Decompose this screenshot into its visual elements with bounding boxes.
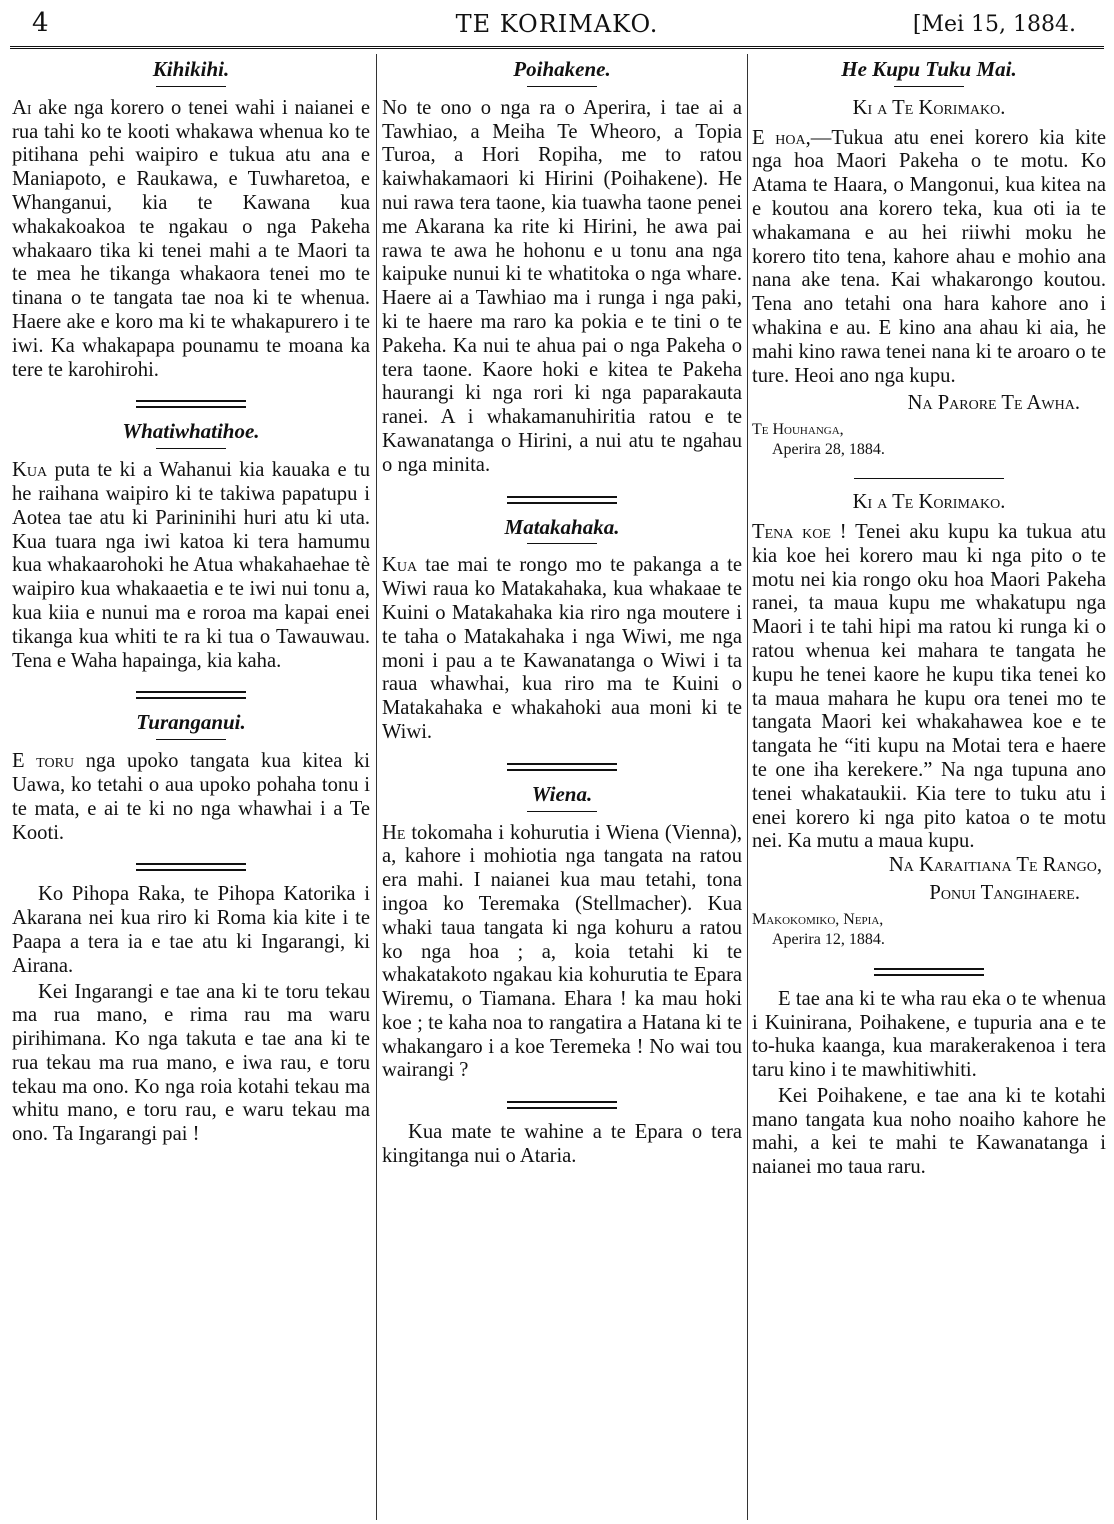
section-separator xyxy=(507,1101,617,1109)
letter-2 xyxy=(752,521,1106,854)
article-heading-turanganui: Turanganui. xyxy=(136,710,246,735)
article-poihakene-unemployed: Kei Poihakene, e tae ana ki te kotahi mano tangata kua noho noaiho kahore he mahi, a kei te mahi te Kawanatanga i naianei mo taua raru. xyxy=(752,1084,1106,1179)
newspaper-title: TE KORIMAKO. xyxy=(455,10,659,38)
article-body: tokomaha i kohurutia i Wiena (Vienna), a, kahore i mohiotia nga tangata na ratou era mahi. I naianei kua mau tetahi, tona ingoa ko Teremaka (Stellmacher). Kua whaki taua tangata ki nga kohuru a ratou ko nga hoa ; a, koia tetahi ki te whakatakoto ngakau kia kohurutia te Epara Wiremu, o Tiamana. Ehara ! ka mau hoki koe ; te kaha noa to rangatira a Hatana ki te whakangaro i a koe Teremeka ! No wai tou wairangi ? xyxy=(382,821,742,1082)
article-heading-whatiwhatihoe: Whatiwhatihoe. xyxy=(122,419,260,444)
letter-place: Makokomiko, Nepia, xyxy=(752,910,884,928)
heading-underline xyxy=(156,448,226,449)
heading-underline xyxy=(156,86,226,87)
letter-address: Ki a Te Korimako. xyxy=(852,491,1006,514)
heading-underline xyxy=(156,739,226,740)
lead-word: He xyxy=(382,821,406,844)
letter-signature: Na Karaitiana Te Rango, xyxy=(888,854,1102,877)
heading-underline xyxy=(894,86,964,87)
letter-date: Aperira 28, 1884. xyxy=(772,441,885,459)
masthead xyxy=(10,4,1104,49)
column-1 xyxy=(12,54,370,1518)
article-ingarangi: Kei Ingarangi e tae ana ki te toru tekau ma rua mano, e rima rau ma waru pirihimana. Ko nga takuta e tae ana ki te rua tekau ma rua mano, e iwa rau, e toru tekau ma ono. Ko nga roia kotahi tekau ma whitu mano, e toru rau, e waru tekau ma ono. Ta Ingarangi pai ! xyxy=(12,980,370,1146)
section-separator xyxy=(507,763,617,771)
lead-word: Kua xyxy=(382,554,418,577)
letter-address: Ki a Te Korimako. xyxy=(852,96,1006,119)
issue-date: [Mei 15, 1884. xyxy=(912,12,1076,37)
heading-underline xyxy=(527,543,597,544)
column-rule-2 xyxy=(747,54,748,1520)
section-separator xyxy=(874,968,984,976)
letter-signature: Ponui Tangihaere. xyxy=(929,881,1080,904)
lead-word: Tena koe ! xyxy=(752,520,847,543)
letter-place-date xyxy=(752,910,1106,950)
page-number: 4 xyxy=(32,8,49,38)
article-body: ake nga korero o tenei wahi i naianei e rua tahi ko te kooti whakawa whenua ko te pitihana pehi waipiro e tukua atu ana e Maniapoto, e Raukawa, e Tuwharetoa, e Whanganui, kia te Kawana kua whakakoakoa te ngakau o nga Pakeha whakaaro tika ki tenei mahi a te Maori ta te mea he tikanga whakaora tenei mo te tinana o te tangata tae noa ki te whenua. Haere ake e koro ma ki te whakapurero i te iwi. Ka whakapapa pounamu te moana ka tere te karohirohi. xyxy=(12,96,370,381)
article-kuinirana: E tae ana ki te wha rau eka o te whenua i Kuinirana, Poihakene, e tupuria ana e te to-huka kaanga, kua marakerakenoa i tera taru kino i te mawhitiwhiti. xyxy=(752,987,1106,1082)
section-heading-letters: He Kupu Tuku Mai. xyxy=(841,57,1017,81)
article-poihakene: No te ono o nga ra o Aperira, i tae ai a Tawhiao, a Meiha Te Wheoro, a Topia Turoa, a Hori Ropiha, me to ratou kaiwhakamaori ki Hirini (Poihakene). He nui rawa tera taone, kia tuawha taone penei me Akarana ka rite ki Hirini, he awa pai rawa te awa he hohonu e u tonu ana nga kaipuke nunui ki te whatitoka o nga whare. Haere ai a Tawhiao ma i runga i nga paki, ki te haere ma raro ka pokia e te tini o te Pakeha. Ka nui te ahua pai o nga Pakeha o tera taone. Kaore hoki e kitea te Pakeha haurangi ki nga rori ki nga paparakauta ranei. A i whakamanuhiritia ratou e te Kawanatanga o Hirini, a nui atu te ngahau o nga minita. xyxy=(382,96,742,476)
article-whatiwhatihoe xyxy=(12,459,370,673)
article-heading-kihikihi: Kihikihi. xyxy=(152,57,230,81)
section-separator xyxy=(136,400,246,408)
lead-word: E toru xyxy=(12,750,75,773)
article-turanganui xyxy=(12,750,370,845)
article-kihikihi xyxy=(12,97,370,383)
article-body: puta te ki a Wahanui kia kauaka e tu he raihana waipiro ki te takiwa papatupu i Aotea tae atu ki Parininihi huri atu ki uta. Kua tuara nga iwi katoa ki tera hamumu kua whakaarohoki he Atua whakahaehae tè waipiro kua whakaaetia e te iwi nui tonu a, kua kiia e nunui ma e roroa ma kapai enei tikanga kua whiti te ra ki tua o Tawauwau. Tena e Waha hapainga, kia kaha. xyxy=(12,459,370,672)
article-heading-poihakene: Poihakene. xyxy=(513,57,611,81)
article-heading-wiena: Wiena. xyxy=(531,781,593,806)
article-wiena xyxy=(382,822,742,1084)
letter-body: Tenei aku kupu ka tukua atu kia koe hei korero mau ki nga pito o te motu nei kia rongo oku hoa Maori Pakeha ranei, ta maua kupu me whakatupu nga Maori i te tahi hipi ma ratou ki runga ki o ratou whenua kei mahara te tangata he kupu he tenei kaore he kupu tika tenei ko ta maua mahara he kupu ora tenei mo te tangata Maori kei whakahawea koe e te tangata he “iti kupu na Motai tera e haere te one iha kerekere.” Na nga tupuna ano tenei whakataukii. Kia tere to tuku atu i enei korero ki nga pito katoa o te motu nei. Ka mutu a maua kupu. xyxy=(752,520,1106,853)
column-3 xyxy=(752,54,1106,1518)
letter-place: Te Houhanga, xyxy=(752,421,844,439)
article-ataria: Kua mate te wahine a te Epara o tera kingitanga nui o Ataria. xyxy=(382,1121,742,1168)
heading-underline xyxy=(527,86,597,87)
letter-signature: Na Parore Te Awha. xyxy=(907,392,1080,415)
article-matakahaka xyxy=(382,554,742,744)
article-pihopa-raka: Ko Pihopa Raka, te Pihopa Katorika i Akarana nei kua riro ki Roma kia kite i te Paapa a tera ia e tae atu ki Ingarangi, ki Airana. xyxy=(12,883,370,977)
section-separator xyxy=(507,496,617,504)
lead-word: Ai xyxy=(12,96,32,119)
letter-body: —Tukua atu enei korero kia kite nga hoa Maori Pakeha o te motu. Ko Atama te Haara, o Mangonui, kua kitea na e koutou ana korero teka, kua oti ia te whakamana e au hei riiwhi moku he korero tito tena, kahore ahau e mohio ana nana ake tena. Kai whakarongo koutou. Tena ano tetahi ona hara kahore ano i whakina e au. E kino ana ahau ki aia, he mahi kino rawa tenei nana ki te aroaro o te ture. Heoi ano nga kupu. xyxy=(752,126,1106,387)
section-separator xyxy=(136,691,246,699)
column-2 xyxy=(382,54,742,1518)
lead-word: E hoa, xyxy=(752,126,811,149)
letter-place-date xyxy=(752,420,1106,460)
heading-underline xyxy=(527,811,597,812)
lead-word: Kua xyxy=(12,459,48,482)
letter-1 xyxy=(752,127,1106,389)
section-separator xyxy=(136,863,246,871)
article-body: tae mai te rongo mo te pakanga a te Wiwi raua ko Matakahaka, kua whakaae te Kuini o Matakahaka kia riro nga moutere i te taha o Matakahaka i nga Wiwi, me nga moni i pau a te Kawanatanga o Wiwi i ta raua whawhai, kua riro ma te Kuini o Matakahaka e whakahoki aua moni ki te Wiwi. xyxy=(382,554,742,743)
article-heading-matakahaka: Matakahaka. xyxy=(504,514,620,539)
column-rule-1 xyxy=(376,54,377,1520)
article-body: nga upoko tangata kua kitea ki Uawa, ko tetahi o aua upoko pohaha tonu i te mata, e ai te ki no nga whawhai i a Te Kooti. xyxy=(12,750,370,844)
letter-date: Aperira 12, 1884. xyxy=(772,930,885,948)
section-separator xyxy=(854,478,1004,479)
